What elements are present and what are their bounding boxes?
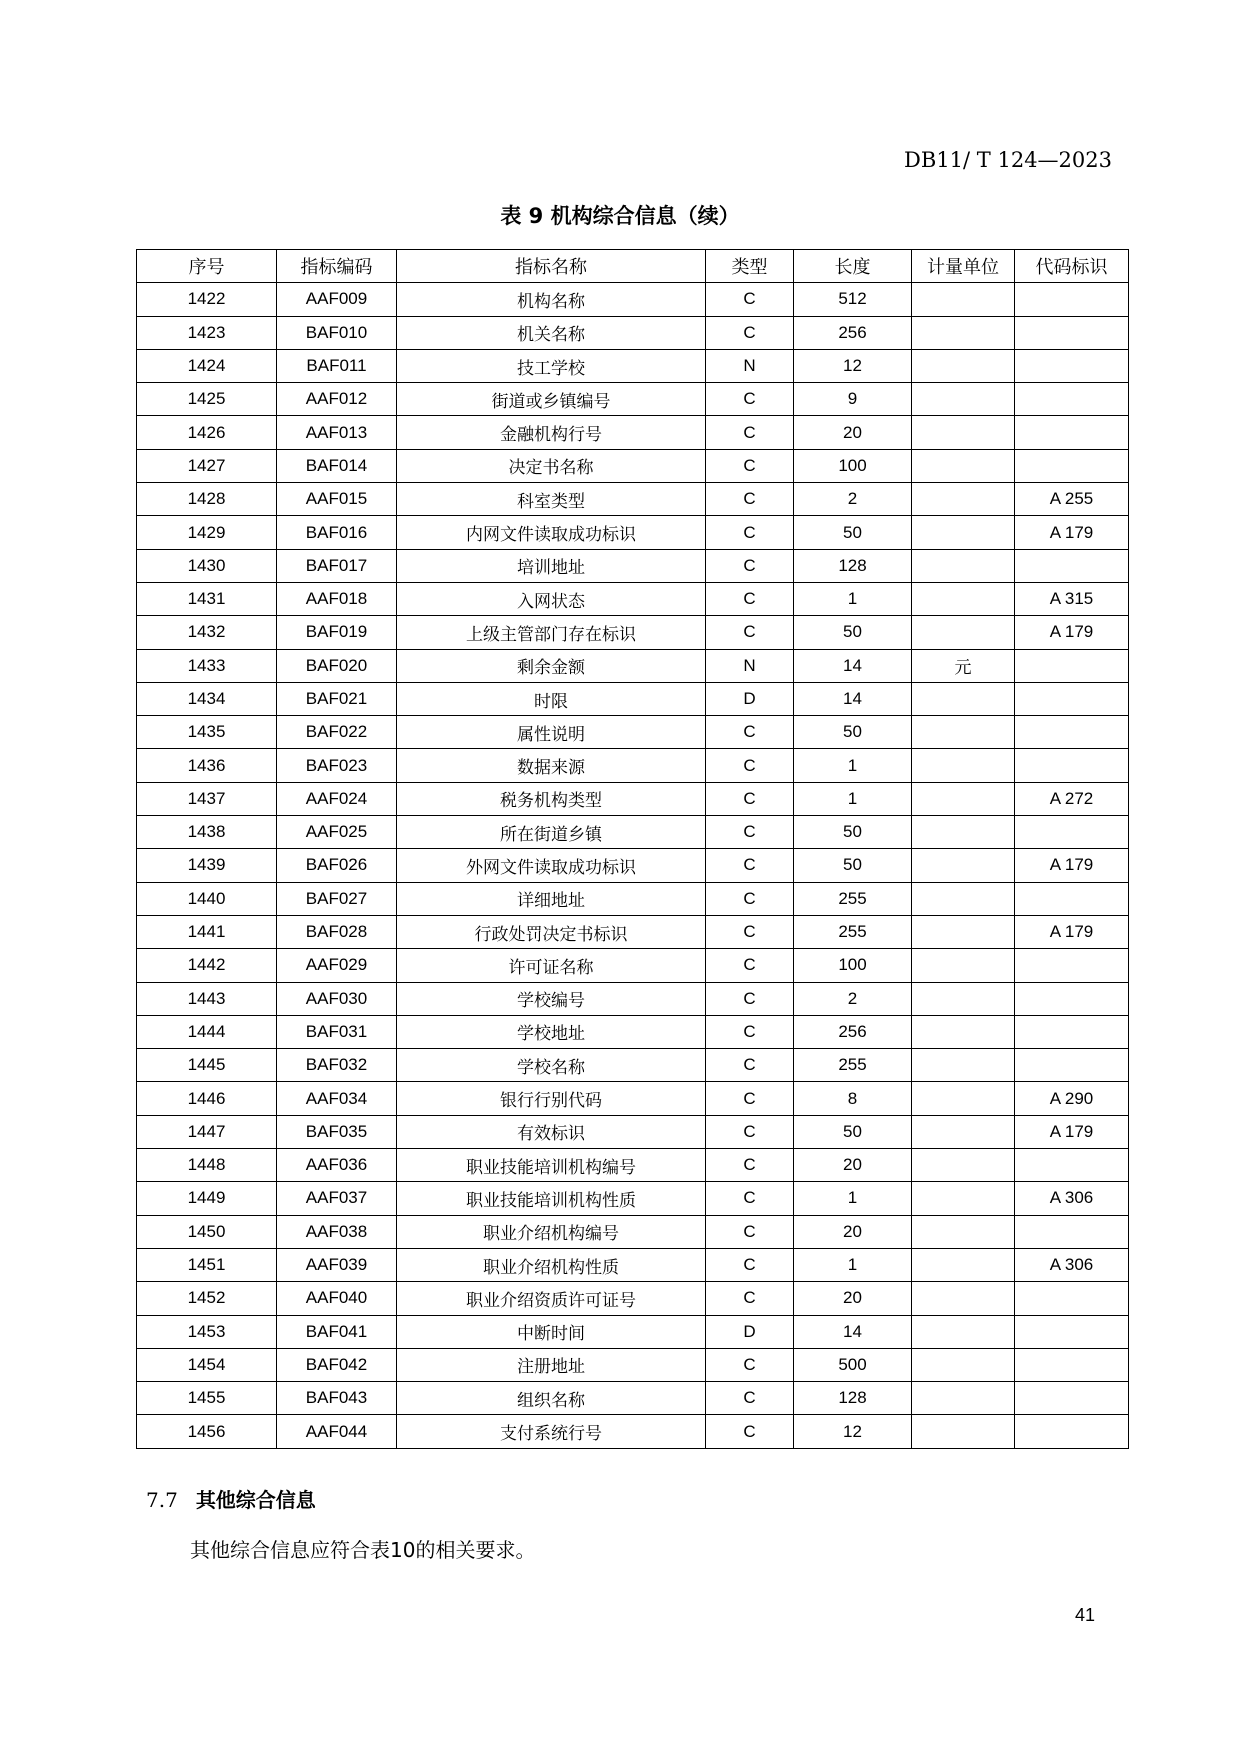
cell-length: 14 <box>794 1315 912 1348</box>
cell-code: BAF022 <box>277 716 397 749</box>
cell-unit <box>912 449 1015 482</box>
cell-unit <box>912 1248 1015 1281</box>
cell-code: AAF030 <box>277 982 397 1015</box>
cell-length: 50 <box>794 516 912 549</box>
cell-code-id <box>1015 1215 1129 1248</box>
table-row <box>137 1082 1129 1115</box>
cell-type: C <box>706 882 794 915</box>
cell-type: C <box>706 616 794 649</box>
cell-code: AAF009 <box>277 283 397 316</box>
cell-name: 时限 <box>397 682 706 715</box>
cell-name: 机构名称 <box>397 283 706 316</box>
cell-code: BAF041 <box>277 1315 397 1348</box>
cell-length: 2 <box>794 483 912 516</box>
cell-code: AAF034 <box>277 1082 397 1115</box>
cell-length: 500 <box>794 1348 912 1381</box>
cell-name: 许可证名称 <box>397 949 706 982</box>
cell-type: C <box>706 1348 794 1381</box>
cell-name: 行政处罚决定书标识 <box>397 915 706 948</box>
cell-length: 50 <box>794 849 912 882</box>
cell-code-id <box>1015 1149 1129 1182</box>
cell-name: 学校地址 <box>397 1015 706 1048</box>
cell-name: 支付系统行号 <box>397 1415 706 1448</box>
cell-unit <box>912 949 1015 982</box>
cell-name: 科室类型 <box>397 483 706 516</box>
body-paragraph: 其他综合信息应符合表10的相关要求。 <box>190 1538 536 1562</box>
cell-code: BAF020 <box>277 649 397 682</box>
cell-type: C <box>706 1049 794 1082</box>
cell-name: 职业介绍机构性质 <box>397 1248 706 1281</box>
cell-unit <box>912 1415 1015 1448</box>
cell-name: 所在街道乡镇 <box>397 816 706 849</box>
cell-code: BAF043 <box>277 1382 397 1415</box>
cell-seq: 1437 <box>137 782 277 815</box>
cell-name: 中断时间 <box>397 1315 706 1348</box>
cell-code-id <box>1015 349 1129 382</box>
cell-unit <box>912 849 1015 882</box>
cell-length: 50 <box>794 616 912 649</box>
cell-code: BAF010 <box>277 316 397 349</box>
section-title: 其他综合信息 <box>195 1488 316 1512</box>
table-row <box>137 915 1129 948</box>
cell-type: C <box>706 849 794 882</box>
cell-length: 1 <box>794 1182 912 1215</box>
cell-unit <box>912 349 1015 382</box>
cell-name: 数据来源 <box>397 749 706 782</box>
cell-seq: 1438 <box>137 816 277 849</box>
cell-code: BAF011 <box>277 349 397 382</box>
table-row <box>137 816 1129 849</box>
cell-code: AAF015 <box>277 483 397 516</box>
cell-code: AAF012 <box>277 383 397 416</box>
cell-unit <box>912 516 1015 549</box>
cell-code: AAF024 <box>277 782 397 815</box>
cell-code: AAF029 <box>277 949 397 982</box>
cell-name: 注册地址 <box>397 1348 706 1381</box>
table-row <box>137 283 1129 316</box>
cell-unit <box>912 483 1015 516</box>
cell-type: C <box>706 383 794 416</box>
table-row <box>137 449 1129 482</box>
cell-type: C <box>706 915 794 948</box>
cell-length: 20 <box>794 1282 912 1315</box>
cell-unit <box>912 1315 1015 1348</box>
cell-type: C <box>706 1082 794 1115</box>
cell-type: N <box>706 649 794 682</box>
table-row <box>137 682 1129 715</box>
cell-unit <box>912 1182 1015 1215</box>
cell-type: C <box>706 1248 794 1281</box>
cell-type: C <box>706 1282 794 1315</box>
cell-type: C <box>706 516 794 549</box>
cell-type: C <box>706 283 794 316</box>
table-row <box>137 1215 1129 1248</box>
cell-name: 决定书名称 <box>397 449 706 482</box>
cell-unit <box>912 1015 1015 1048</box>
cell-seq: 1444 <box>137 1015 277 1048</box>
cell-code-id: A 179 <box>1015 915 1129 948</box>
cell-name: 街道或乡镇编号 <box>397 383 706 416</box>
cell-type: D <box>706 682 794 715</box>
cell-unit <box>912 582 1015 615</box>
cell-seq: 1428 <box>137 483 277 516</box>
cell-type: C <box>706 816 794 849</box>
cell-name: 入网状态 <box>397 582 706 615</box>
cell-type: C <box>706 416 794 449</box>
table-row <box>137 749 1129 782</box>
cell-code: BAF042 <box>277 1348 397 1381</box>
cell-seq: 1429 <box>137 516 277 549</box>
cell-length: 128 <box>794 1382 912 1415</box>
cell-seq: 1456 <box>137 1415 277 1448</box>
section-number: 7.7 <box>146 1488 178 1512</box>
cell-length: 255 <box>794 915 912 948</box>
cell-code: AAF013 <box>277 416 397 449</box>
cell-seq: 1441 <box>137 915 277 948</box>
cell-code-id <box>1015 1382 1129 1415</box>
cell-unit <box>912 416 1015 449</box>
cell-code: AAF025 <box>277 816 397 849</box>
cell-unit: 元 <box>912 649 1015 682</box>
table-row <box>137 1382 1129 1415</box>
cell-seq: 1433 <box>137 649 277 682</box>
table-title: 表 9 机构综合信息（续） <box>500 204 740 228</box>
cell-code: AAF037 <box>277 1182 397 1215</box>
cell-length: 128 <box>794 549 912 582</box>
cell-unit <box>912 383 1015 416</box>
cell-name: 内网文件读取成功标识 <box>397 516 706 549</box>
cell-seq: 1443 <box>137 982 277 1015</box>
cell-unit <box>912 1348 1015 1381</box>
cell-length: 8 <box>794 1082 912 1115</box>
table-row <box>137 1115 1129 1148</box>
cell-unit <box>912 982 1015 1015</box>
cell-seq: 1425 <box>137 383 277 416</box>
cell-length: 255 <box>794 1049 912 1082</box>
cell-code: BAF023 <box>277 749 397 782</box>
cell-length: 50 <box>794 1115 912 1148</box>
cell-name: 职业技能培训机构性质 <box>397 1182 706 1215</box>
cell-length: 256 <box>794 316 912 349</box>
cell-code: BAF028 <box>277 915 397 948</box>
cell-code-id <box>1015 716 1129 749</box>
cell-type: C <box>706 949 794 982</box>
cell-name: 学校名称 <box>397 1049 706 1082</box>
cell-type: C <box>706 1115 794 1148</box>
cell-unit <box>912 882 1015 915</box>
cell-length: 1 <box>794 582 912 615</box>
cell-unit <box>912 1049 1015 1082</box>
cell-length: 50 <box>794 816 912 849</box>
cell-name: 组织名称 <box>397 1382 706 1415</box>
cell-code-id <box>1015 1348 1129 1381</box>
table-row <box>137 483 1129 516</box>
cell-seq: 1440 <box>137 882 277 915</box>
table-row <box>137 1182 1129 1215</box>
cell-code-id <box>1015 316 1129 349</box>
table-header-row <box>137 250 1129 283</box>
cell-seq: 1424 <box>137 349 277 382</box>
cell-length: 14 <box>794 682 912 715</box>
cell-type: C <box>706 1015 794 1048</box>
cell-code: AAF039 <box>277 1248 397 1281</box>
cell-code-id <box>1015 649 1129 682</box>
cell-unit <box>912 283 1015 316</box>
cell-type: C <box>706 1182 794 1215</box>
cell-length: 14 <box>794 649 912 682</box>
cell-code-id <box>1015 1315 1129 1348</box>
cell-type: C <box>706 483 794 516</box>
table-row <box>137 1348 1129 1381</box>
cell-code: BAF031 <box>277 1015 397 1048</box>
cell-unit <box>912 1382 1015 1415</box>
cell-code: AAF018 <box>277 582 397 615</box>
cell-seq: 1449 <box>137 1182 277 1215</box>
table-row <box>137 1049 1129 1082</box>
cell-code: BAF014 <box>277 449 397 482</box>
cell-name: 属性说明 <box>397 716 706 749</box>
table-row <box>137 1415 1129 1448</box>
column-header-code: 指标编码 <box>277 250 397 283</box>
table-row <box>137 1149 1129 1182</box>
table-body <box>137 283 1129 1448</box>
cell-seq: 1455 <box>137 1382 277 1415</box>
cell-type: C <box>706 1382 794 1415</box>
cell-code: AAF040 <box>277 1282 397 1315</box>
cell-unit <box>912 616 1015 649</box>
cell-length: 12 <box>794 1415 912 1448</box>
cell-length: 256 <box>794 1015 912 1048</box>
cell-length: 50 <box>794 716 912 749</box>
cell-unit <box>912 1215 1015 1248</box>
cell-unit <box>912 915 1015 948</box>
data-table <box>136 249 1129 1449</box>
cell-seq: 1451 <box>137 1248 277 1281</box>
table-row <box>137 1282 1129 1315</box>
cell-code-id <box>1015 749 1129 782</box>
cell-name: 有效标识 <box>397 1115 706 1148</box>
cell-unit <box>912 749 1015 782</box>
table-row <box>137 383 1129 416</box>
cell-seq: 1430 <box>137 549 277 582</box>
cell-seq: 1431 <box>137 582 277 615</box>
cell-code-id <box>1015 283 1129 316</box>
table-row <box>137 882 1129 915</box>
cell-code-id <box>1015 449 1129 482</box>
cell-seq: 1427 <box>137 449 277 482</box>
table-row <box>137 849 1129 882</box>
cell-length: 1 <box>794 782 912 815</box>
cell-seq: 1450 <box>137 1215 277 1248</box>
cell-seq: 1435 <box>137 716 277 749</box>
table-row <box>137 649 1129 682</box>
cell-seq: 1448 <box>137 1149 277 1182</box>
cell-name: 银行行别代码 <box>397 1082 706 1115</box>
cell-unit <box>912 1115 1015 1148</box>
cell-name: 职业技能培训机构编号 <box>397 1149 706 1182</box>
cell-type: C <box>706 716 794 749</box>
cell-seq: 1432 <box>137 616 277 649</box>
cell-seq: 1453 <box>137 1315 277 1348</box>
cell-length: 512 <box>794 283 912 316</box>
cell-code-id: A 315 <box>1015 582 1129 615</box>
table-row <box>137 1315 1129 1348</box>
cell-seq: 1423 <box>137 316 277 349</box>
cell-code-id <box>1015 1049 1129 1082</box>
cell-code-id: A 255 <box>1015 483 1129 516</box>
cell-length: 1 <box>794 1248 912 1281</box>
cell-code: BAF035 <box>277 1115 397 1148</box>
cell-name: 剩余金额 <box>397 649 706 682</box>
table-row <box>137 582 1129 615</box>
cell-type: D <box>706 1315 794 1348</box>
cell-type: C <box>706 316 794 349</box>
cell-unit <box>912 1082 1015 1115</box>
table-row <box>137 516 1129 549</box>
cell-name: 上级主管部门存在标识 <box>397 616 706 649</box>
cell-type: C <box>706 1149 794 1182</box>
cell-name: 培训地址 <box>397 549 706 582</box>
cell-name: 职业介绍机构编号 <box>397 1215 706 1248</box>
cell-seq: 1447 <box>137 1115 277 1148</box>
cell-code-id <box>1015 882 1129 915</box>
cell-length: 20 <box>794 1149 912 1182</box>
section-heading <box>146 1484 316 1513</box>
cell-length: 2 <box>794 982 912 1015</box>
cell-code-id: A 179 <box>1015 516 1129 549</box>
cell-code-id: A 306 <box>1015 1182 1129 1215</box>
cell-unit <box>912 1149 1015 1182</box>
cell-type: C <box>706 449 794 482</box>
cell-length: 9 <box>794 383 912 416</box>
cell-length: 20 <box>794 1215 912 1248</box>
cell-seq: 1436 <box>137 749 277 782</box>
cell-code-id <box>1015 1015 1129 1048</box>
cell-unit <box>912 816 1015 849</box>
column-header-seq: 序号 <box>137 250 277 283</box>
cell-length: 100 <box>794 949 912 982</box>
cell-code-id <box>1015 682 1129 715</box>
cell-code-id <box>1015 1415 1129 1448</box>
cell-unit <box>912 782 1015 815</box>
cell-length: 20 <box>794 416 912 449</box>
cell-name: 学校编号 <box>397 982 706 1015</box>
cell-unit <box>912 1282 1015 1315</box>
cell-seq: 1439 <box>137 849 277 882</box>
cell-name: 外网文件读取成功标识 <box>397 849 706 882</box>
cell-unit <box>912 549 1015 582</box>
cell-code-id: A 272 <box>1015 782 1129 815</box>
cell-code-id <box>1015 1282 1129 1315</box>
cell-type: C <box>706 1215 794 1248</box>
cell-code-id: A 179 <box>1015 616 1129 649</box>
cell-name: 机关名称 <box>397 316 706 349</box>
cell-type: C <box>706 982 794 1015</box>
cell-code-id: A 179 <box>1015 1115 1129 1148</box>
cell-length: 1 <box>794 749 912 782</box>
cell-seq: 1426 <box>137 416 277 449</box>
cell-type: C <box>706 782 794 815</box>
cell-code: BAF017 <box>277 549 397 582</box>
cell-code-id <box>1015 416 1129 449</box>
cell-name: 详细地址 <box>397 882 706 915</box>
cell-length: 100 <box>794 449 912 482</box>
table-row <box>137 616 1129 649</box>
cell-code: BAF019 <box>277 616 397 649</box>
cell-code-id: A 290 <box>1015 1082 1129 1115</box>
cell-code: BAF027 <box>277 882 397 915</box>
cell-seq: 1452 <box>137 1282 277 1315</box>
table-row <box>137 549 1129 582</box>
cell-code-id <box>1015 816 1129 849</box>
cell-code-id <box>1015 949 1129 982</box>
column-header-code-id: 代码标识 <box>1015 250 1129 283</box>
cell-code-id <box>1015 383 1129 416</box>
cell-type: C <box>706 582 794 615</box>
table-row <box>137 982 1129 1015</box>
cell-type: C <box>706 1415 794 1448</box>
cell-unit <box>912 716 1015 749</box>
table-row <box>137 1015 1129 1048</box>
cell-unit <box>912 682 1015 715</box>
cell-code: AAF038 <box>277 1215 397 1248</box>
cell-seq: 1454 <box>137 1348 277 1381</box>
cell-code: BAF021 <box>277 682 397 715</box>
table-row <box>137 782 1129 815</box>
cell-seq: 1422 <box>137 283 277 316</box>
table-row <box>137 1248 1129 1281</box>
cell-code: AAF044 <box>277 1415 397 1448</box>
table-row <box>137 349 1129 382</box>
column-header-unit: 计量单位 <box>912 250 1015 283</box>
cell-name: 税务机构类型 <box>397 782 706 815</box>
table-row <box>137 716 1129 749</box>
cell-code: BAF026 <box>277 849 397 882</box>
page-number: 41 <box>1074 1605 1095 1625</box>
document-code: DB11/ T 124—2023 <box>904 148 1112 172</box>
cell-seq: 1442 <box>137 949 277 982</box>
cell-seq: 1434 <box>137 682 277 715</box>
cell-seq: 1446 <box>137 1082 277 1115</box>
table-row <box>137 949 1129 982</box>
column-header-length: 长度 <box>794 250 912 283</box>
cell-length: 12 <box>794 349 912 382</box>
table-row <box>137 416 1129 449</box>
column-header-type: 类型 <box>706 250 794 283</box>
cell-code: BAF032 <box>277 1049 397 1082</box>
table-row <box>137 316 1129 349</box>
cell-type: C <box>706 749 794 782</box>
cell-name: 技工学校 <box>397 349 706 382</box>
cell-length: 255 <box>794 882 912 915</box>
cell-type: N <box>706 349 794 382</box>
cell-code-id <box>1015 549 1129 582</box>
cell-name: 职业介绍资质许可证号 <box>397 1282 706 1315</box>
cell-code-id <box>1015 982 1129 1015</box>
cell-code: BAF016 <box>277 516 397 549</box>
cell-unit <box>912 316 1015 349</box>
cell-code-id: A 306 <box>1015 1248 1129 1281</box>
cell-name: 金融机构行号 <box>397 416 706 449</box>
column-header-name: 指标名称 <box>397 250 706 283</box>
cell-code: AAF036 <box>277 1149 397 1182</box>
cell-seq: 1445 <box>137 1049 277 1082</box>
cell-code-id: A 179 <box>1015 849 1129 882</box>
cell-type: C <box>706 549 794 582</box>
